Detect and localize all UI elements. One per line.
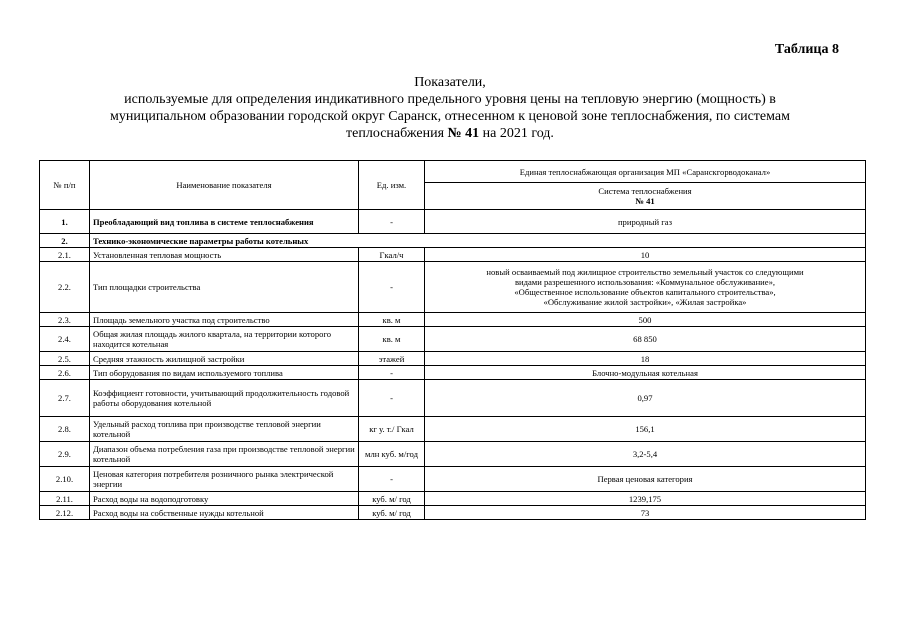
row-num: 2.8. (40, 417, 90, 442)
row-unit: - (359, 380, 425, 417)
heading-line-4-suffix: на 2021 год. (479, 126, 554, 141)
heading-line-3: муниципальном образовании городской округ Саранск, отнесенном к ценовой зоне теплоснабжения, по системам (110, 109, 790, 124)
row-num: 2.3. (40, 313, 90, 327)
row-value: 73 (425, 506, 866, 520)
row-name: Расход воды на собственные нужды котельной (90, 506, 359, 520)
table-row (40, 313, 866, 327)
row-value: 1239,175 (425, 492, 866, 506)
row-name: Диапазон объема потребления газа при производстве тепловой энергии котельной (90, 442, 359, 467)
table-label: Таблица 8 (774, 42, 839, 57)
header-system-label: Система теплоснабжения (598, 186, 692, 196)
heading-system-number: № 41 (447, 126, 480, 141)
table-row (40, 417, 866, 442)
header-row (40, 161, 866, 183)
section-title: Технико-экономические параметры работы котельных (90, 234, 866, 248)
row-value: 0,97 (425, 380, 866, 417)
row-unit: - (359, 210, 425, 234)
header-col-num: № п/п (40, 161, 90, 210)
row-unit: - (359, 467, 425, 492)
table-row (40, 352, 866, 366)
row-num: 2.5. (40, 352, 90, 366)
section-num: 2. (40, 234, 90, 248)
indicators-table (39, 160, 866, 520)
row-num: 2.2. (40, 262, 90, 313)
row-num: 2.4. (40, 327, 90, 352)
row-num: 1. (40, 210, 90, 234)
row-name: Площадь земельного участка под строительство (90, 313, 359, 327)
heading-line-1: Показатели, (414, 75, 486, 90)
heading-line-4-prefix: теплоснабжения (346, 126, 448, 141)
site-type-line: видами разрешенного использования: «Коммунальное обслуживание», (514, 277, 776, 287)
row-value: 18 (425, 352, 866, 366)
heading-line-4 (80, 125, 820, 142)
section-row (40, 234, 866, 248)
row-unit: куб. м/ год (359, 506, 425, 520)
row-unit: - (359, 262, 425, 313)
row-value: 68 850 (425, 327, 866, 352)
row-unit: кв. м (359, 327, 425, 352)
row-value: 10 (425, 248, 866, 262)
row-unit: Гкал/ч (359, 248, 425, 262)
row-value: природный газ (425, 210, 866, 234)
row-value: 500 (425, 313, 866, 327)
row-name: Преобладающий вид топлива в системе теплоснабжения (90, 210, 359, 234)
row-unit: кв. м (359, 313, 425, 327)
row-value: 3,2-5,4 (425, 442, 866, 467)
table-row (40, 366, 866, 380)
table-row (40, 467, 866, 492)
document-heading (80, 74, 820, 142)
row-value-site-type (425, 262, 866, 313)
row-num: 2.12. (40, 506, 90, 520)
row-num: 2.10. (40, 467, 90, 492)
table-row (40, 327, 866, 352)
row-name: Удельный расход топлива при производстве тепловой энергии котельной (90, 417, 359, 442)
table-row (40, 210, 866, 234)
header-system-number: № 41 (635, 196, 655, 206)
table-row (40, 262, 866, 313)
row-name: Ценовая категория потребителя розничного рынка электрической энергии (90, 467, 359, 492)
row-value: 156,1 (425, 417, 866, 442)
row-unit: этажей (359, 352, 425, 366)
row-unit: кг у. т./ Гкал (359, 417, 425, 442)
row-name: Коэффициент готовности, учитывающий продолжительность годовой работы оборудования котельной (90, 380, 359, 417)
row-unit: млн куб. м/год (359, 442, 425, 467)
site-type-line: «Обслуживание жилой застройки», «Жилая застройка» (543, 297, 747, 307)
row-name: Тип площадки строительства (90, 262, 359, 313)
row-name: Общая жилая площадь жилого квартала, на территории которого находится котельная (90, 327, 359, 352)
header-col-unit: Ед. изм. (359, 161, 425, 210)
row-name: Средняя этажность жилищной застройки (90, 352, 359, 366)
row-value: Блочно-модульная котельная (425, 366, 866, 380)
row-num: 2.7. (40, 380, 90, 417)
site-type-line: новый осваиваемый под жилищное строительство земельный участок со следующими (486, 267, 804, 277)
row-unit: - (359, 366, 425, 380)
row-num: 2.9. (40, 442, 90, 467)
header-org: Единая теплоснабжающая организация МП «Саранскгорводоканал» (425, 161, 866, 183)
site-type-line: «Общественное использование объектов капитального строительства», (514, 287, 776, 297)
heading-line-2: используемые для определения индикативного предельного уровня цены на тепловую энергию (мощность) в (124, 92, 776, 107)
row-unit: куб. м/ год (359, 492, 425, 506)
header-system (425, 183, 866, 210)
table-row (40, 492, 866, 506)
row-num: 2.1. (40, 248, 90, 262)
row-name: Расход воды на водоподготовку (90, 492, 359, 506)
table-row (40, 506, 866, 520)
header-col-name: Наименование показателя (90, 161, 359, 210)
row-num: 2.11. (40, 492, 90, 506)
table-row (40, 248, 866, 262)
table-row (40, 380, 866, 417)
row-num: 2.6. (40, 366, 90, 380)
table-row (40, 442, 866, 467)
row-value: Первая ценовая категория (425, 467, 866, 492)
row-name: Установленная тепловая мощность (90, 248, 359, 262)
row-name: Тип оборудования по видам используемого топлива (90, 366, 359, 380)
